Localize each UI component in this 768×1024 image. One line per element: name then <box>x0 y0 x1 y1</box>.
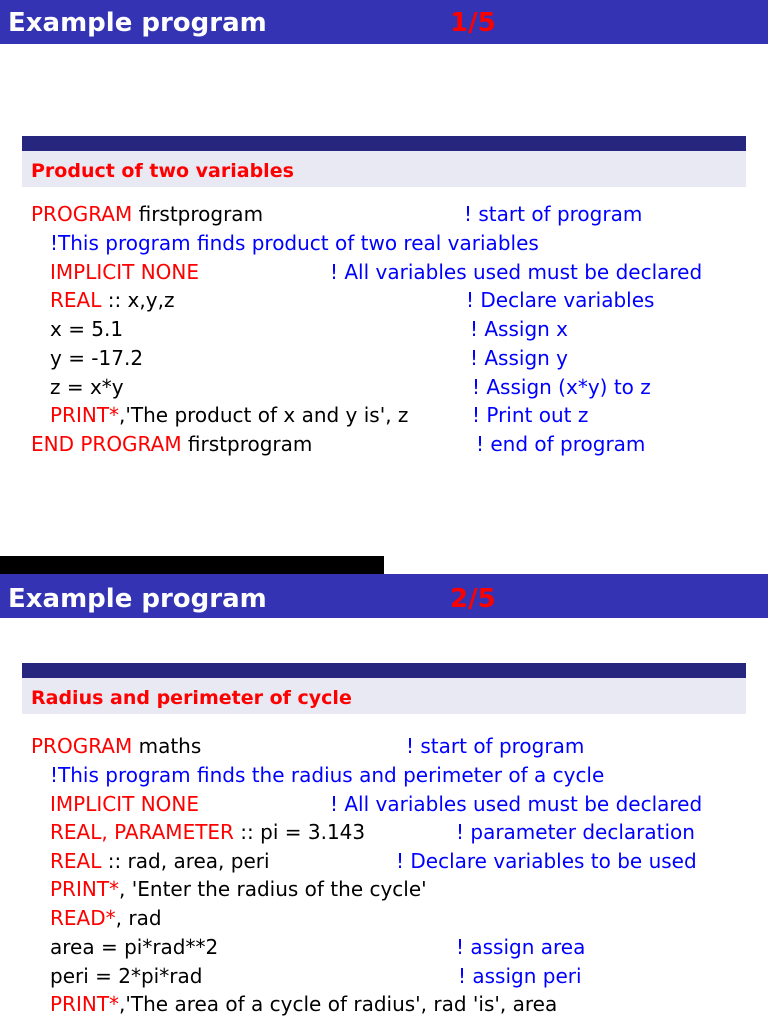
code-line: REAL, PARAMETER :: pi = 3.143 <box>50 820 366 844</box>
slide2-page-number: 2/5 <box>450 584 496 614</box>
code-comment: ! All variables used must be declared <box>330 260 703 284</box>
code-keyword: PRINT* <box>50 992 120 1016</box>
code-keyword: IMPLICIT NONE <box>50 260 199 284</box>
code-comment: ! assign area <box>456 935 586 959</box>
code-keyword: REAL <box>50 288 102 312</box>
slide2-block-bar <box>22 663 746 678</box>
slide1-header <box>0 0 768 44</box>
code-line <box>31 430 312 458</box>
code-line <box>31 200 263 228</box>
code-keyword: PRINT* <box>50 877 120 901</box>
code-text: ,'The product of x and y is', z <box>119 403 409 427</box>
code-line <box>50 401 408 429</box>
code-line <box>50 875 427 903</box>
code-text: firstprogram <box>132 202 264 226</box>
code-text: y = -17.2 <box>50 346 144 370</box>
code-text: , rad <box>115 906 162 930</box>
code-text: firstprogram <box>181 432 313 456</box>
code-keyword: IMPLICIT NONE <box>50 792 199 816</box>
code-comment: ! end of program <box>476 432 646 456</box>
slide1-title: Example program <box>8 8 267 38</box>
code-comment: ! Assign x <box>470 317 569 341</box>
code-text: :: pi = 3.143 <box>233 820 366 844</box>
slide2-title: Example program <box>8 584 267 614</box>
slide1-block-title: Product of two variables <box>31 160 294 182</box>
code-keyword: PRINT* <box>50 403 120 427</box>
code-comment: ! Print out z <box>472 403 589 427</box>
code-comment: ! Declare variables <box>466 288 655 312</box>
code-text: peri = 2*pi*rad <box>50 964 203 988</box>
code-text: ,'The area of a cycle of radius', rad 'is', area <box>119 992 558 1016</box>
slide1-block-bar <box>22 136 746 151</box>
code-line <box>50 847 270 875</box>
code-comment: ! Assign (x*y) to z <box>472 375 651 399</box>
code-text: :: rad, area, peri <box>101 849 270 873</box>
code-keyword: READ* <box>50 906 116 930</box>
code-comment: ! parameter declaration <box>456 820 695 844</box>
code-text: , 'Enter the radius of the cycle' <box>119 877 427 901</box>
code-keyword: PROGRAM <box>31 734 133 758</box>
code-keyword: REAL <box>50 849 102 873</box>
code-comment: !This program finds product of two real variables <box>50 231 539 255</box>
code-text: :: x,y,z <box>101 288 175 312</box>
slide2-block-title: Radius and perimeter of cycle <box>31 687 352 709</box>
code-comment: ! assign peri <box>458 964 582 988</box>
code-text: z = x*y <box>50 375 124 399</box>
slide-divider <box>0 556 384 574</box>
slide1-page-number: 1/5 <box>450 8 496 38</box>
code-line <box>50 904 162 932</box>
code-line <box>50 990 557 1018</box>
code-comment: ! Declare variables to be used <box>396 849 697 873</box>
code-comment: ! Assign y <box>470 346 569 370</box>
code-keyword: PROGRAM <box>31 202 133 226</box>
code-text: maths <box>132 734 202 758</box>
code-comment: !This program finds the radius and perimeter of a cycle <box>50 763 605 787</box>
code-text: x = 5.1 <box>50 317 124 341</box>
code-line <box>31 732 201 760</box>
code-keyword: END PROGRAM <box>31 432 182 456</box>
code-text: area = pi*rad**2 <box>50 935 219 959</box>
code-line <box>50 286 174 314</box>
code-comment: ! All variables used must be declared <box>330 792 703 816</box>
code-comment: ! start of program <box>464 202 643 226</box>
code-comment: ! start of program <box>406 734 585 758</box>
code-keyword: REAL <box>50 820 102 844</box>
slide2-header <box>0 574 768 618</box>
code-keyword: PARAMETER <box>114 820 234 844</box>
